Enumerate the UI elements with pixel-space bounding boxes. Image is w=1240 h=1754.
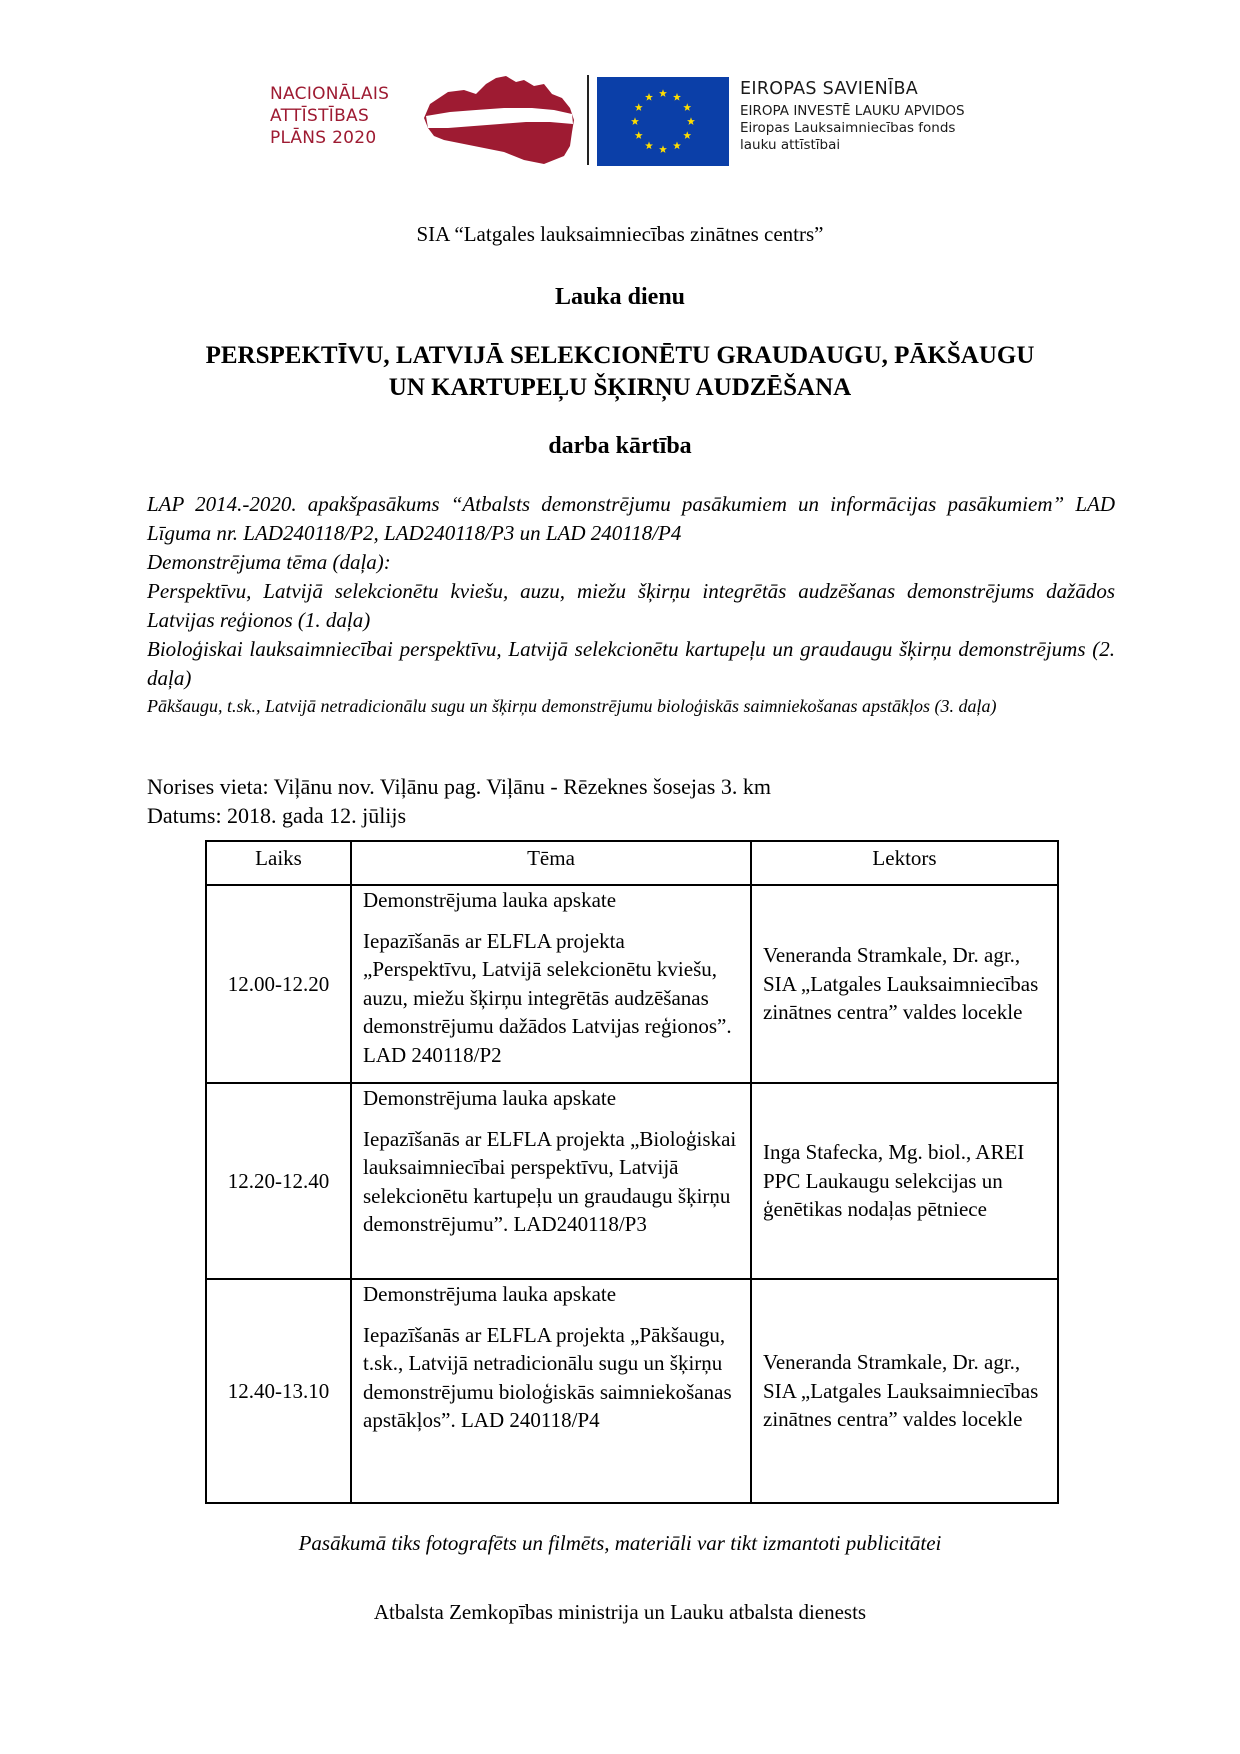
row-topic — [351, 1083, 751, 1279]
event-meta — [147, 772, 1115, 830]
topic-heading: Demonstrējuma lauka apskate — [363, 1282, 617, 1306]
nap-line-1: NACIONĀLAIS — [270, 84, 390, 104]
organization-name: SIA “Latgales lauksaimniecības zinātnes centrs” — [416, 222, 824, 246]
theme-part-3: Pākšaugu, t.sk., Latvijā netradicionālu sugu un šķirņu demonstrējumu bioloģiskās saimniekošanas apstākļos (3. daļa) — [147, 696, 997, 716]
nap-line-2: ATTĪSTĪBAS — [270, 106, 370, 126]
nap-line-3: PLĀNS 2020 — [270, 128, 377, 148]
agenda-label: darba kārtība — [548, 433, 692, 459]
column-header-time: Laiks — [206, 841, 351, 885]
eu-fund-line-1: Eiropas Lauksaimniecības fonds — [740, 120, 956, 136]
row-lecturer: Veneranda Stramkale, Dr. agr., SIA „Latgales Lauksaimniecības zinātnes centra” valdes locekle — [751, 885, 1058, 1083]
row-lecturer: Inga Stafecka, Mg. biol., AREI PPC Laukaugu selekcijas un ģenētikas nodaļas pētniece — [751, 1083, 1058, 1279]
column-header-topic: Tēma — [351, 841, 751, 885]
topic-heading: Demonstrējuma lauka apskate — [363, 1086, 617, 1110]
eu-fund-line-2: lauku attīstībai — [740, 137, 841, 153]
nap2020-logo-text — [270, 83, 389, 149]
event-label: Lauka dienu — [554, 284, 686, 310]
row-lecturer: Veneranda Stramkale, Dr. agr., SIA „Latgales Lauksaimniecības zinātnes centra” valdes locekle — [751, 1279, 1058, 1503]
event-location: Norises vieta: Viļānu nov. Viļānu pag. Viļānu - Rēzeknes šosejas 3. km — [147, 774, 771, 799]
eu-logo-text — [740, 78, 965, 154]
eu-flag-icon — [597, 77, 729, 166]
row-time: 12.40-13.10 — [206, 1279, 351, 1503]
topic-body: Iepazīšanās ar ELFLA projekta „Perspektīvu, Latvijā selekcionētu kviešu, auzu, miežu šķirņu integrētās audzēšanas demonstrējumu dažādos Latvijas reģionos”. LAD 240118/P2 — [363, 928, 732, 1067]
row-time: 12.00-12.20 — [206, 885, 351, 1083]
theme-part-1: Perspektīvu, Latvijā selekcionētu kviešu, auzu, miežu šķirņu integrētās audzēšanas demonstrējums dažādos Latvijas reģionos (1. daļa) — [147, 579, 1115, 632]
event-date: Datums: 2018. gada 12. jūlijs — [147, 803, 407, 828]
topic-body: Iepazīšanās ar ELFLA projekta „Pākšaugu, t.sk., Latvijā netradicionālu sugu un šķirņu demonstrējumu bioloģiskās saimniekošanas apstākļos”. LAD 240118/P4 — [363, 1322, 732, 1432]
program-description: LAP 2014.-2020. apakšpasākums “Atbalsts demonstrējumu pasākumiem un informācijas pasākumiem” LAD Līguma nr. LAD240118/P2, LAD240118/P3 un LAD 240118/P4 — [147, 492, 1115, 545]
latvia-map-icon — [420, 72, 578, 168]
event-title-line-1: PERSPEKTĪVU, LATVIJĀ SELEKCIONĒTU GRAUDAUGU, PĀKŠAUGU — [205, 342, 1035, 369]
logo-divider — [587, 75, 589, 165]
photo-note: Pasākumā tiks fotografēts un filmēts, materiāli var tikt izmantoti publicitātei — [298, 1531, 942, 1555]
eu-title: EIROPAS SAVIENĪBA — [740, 79, 919, 99]
theme-label: Demonstrējuma tēma (daļa): — [147, 550, 391, 574]
table-row — [206, 1083, 1058, 1279]
logo-bar — [0, 0, 1240, 180]
table-header-row — [206, 841, 1058, 885]
row-time: 12.20-12.40 — [206, 1083, 351, 1279]
row-topic — [351, 1279, 751, 1503]
support-note: Atbalsta Zemkopības ministrija un Lauku atbalsta dienests — [373, 1600, 867, 1624]
agenda-table — [205, 840, 1059, 1504]
event-title-line-2: UN KARTUPEĻU ŠĶIRŅU AUDZĒŠANA — [388, 374, 852, 401]
topic-heading: Demonstrējuma lauka apskate — [363, 888, 617, 912]
column-header-lecturer: Lektors — [751, 841, 1058, 885]
table-row — [206, 885, 1058, 1083]
table-row — [206, 1279, 1058, 1503]
eu-subtitle: EIROPA INVESTĒ LAUKU APVIDOS — [740, 103, 965, 119]
topic-body: Iepazīšanās ar ELFLA projekta „Bioloģiskai lauksaimniecībai perspektīvu, Latvijā selekcionētu kartupeļu un graudaugu šķirņu demonstrējumu”. LAD240118/P3 — [363, 1126, 737, 1236]
theme-part-2: Bioloģiskai lauksaimniecībai perspektīvu, Latvijā selekcionētu kartupeļu un graudaugu šķirņu demonstrējums (2. daļa) — [147, 637, 1115, 690]
row-topic — [351, 885, 751, 1083]
intro-block — [147, 490, 1115, 719]
event-title — [140, 340, 1100, 404]
